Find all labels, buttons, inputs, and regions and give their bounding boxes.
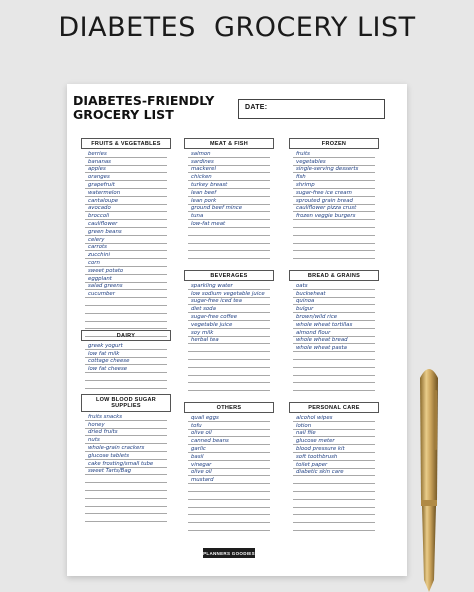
list-item: cauliflower pizza crust xyxy=(296,205,357,212)
list-line[interactable] xyxy=(188,181,270,189)
section-header: BEVERAGES xyxy=(184,270,274,281)
list-item: low fat milk xyxy=(88,350,120,357)
list-line[interactable] xyxy=(85,228,167,236)
list-line[interactable] xyxy=(293,236,375,244)
section-fruits-vegetables xyxy=(81,138,171,316)
list-item: glucose tablets xyxy=(88,452,130,459)
list-item: sweet Tarts/Bag xyxy=(88,468,132,475)
list-line[interactable] xyxy=(293,313,375,321)
list-item: blood pressure kit xyxy=(296,445,345,452)
list-line[interactable] xyxy=(85,322,167,330)
list-line[interactable] xyxy=(293,173,375,181)
list-item: bulgur xyxy=(296,306,314,313)
list-item: glucose meter xyxy=(296,438,335,445)
section-bread-grains xyxy=(289,270,379,380)
list-line[interactable] xyxy=(293,360,375,368)
section-header: BREAD & GRAINS xyxy=(289,270,379,281)
list-line[interactable] xyxy=(293,251,375,259)
list-item: watermelon xyxy=(88,189,121,196)
list-line[interactable] xyxy=(293,500,375,508)
list-item: lean pork xyxy=(191,197,217,204)
list-line[interactable] xyxy=(85,381,167,389)
list-line[interactable] xyxy=(188,500,270,508)
list-line[interactable] xyxy=(85,275,167,283)
gold-pen-image xyxy=(414,360,444,592)
list-line[interactable] xyxy=(85,212,167,220)
section-header: LOW BLOOD SUGAR SUPPLIES xyxy=(81,394,171,412)
list-line[interactable] xyxy=(85,350,167,358)
list-line[interactable] xyxy=(188,437,270,445)
list-line[interactable] xyxy=(188,228,270,236)
list-item: frozen veggie burgers xyxy=(296,213,356,220)
list-line[interactable] xyxy=(293,228,375,236)
list-line[interactable] xyxy=(188,313,270,321)
item-lines xyxy=(188,414,270,531)
list-line[interactable] xyxy=(293,150,375,158)
list-line[interactable] xyxy=(293,244,375,252)
list-line[interactable] xyxy=(293,344,375,352)
list-line[interactable] xyxy=(85,413,167,421)
list-line[interactable] xyxy=(188,197,270,205)
list-line[interactable] xyxy=(293,305,375,313)
list-line[interactable] xyxy=(188,158,270,166)
list-line[interactable] xyxy=(188,251,270,259)
list-item: sugar-free iced tea xyxy=(191,298,242,305)
item-lines xyxy=(293,282,375,391)
list-line[interactable] xyxy=(188,290,270,298)
list-item: sparkling water xyxy=(191,282,233,289)
list-item: corn xyxy=(88,259,100,266)
list-item: quail eggs xyxy=(191,414,219,421)
list-line[interactable] xyxy=(85,181,167,189)
list-line[interactable] xyxy=(85,342,167,350)
list-line[interactable] xyxy=(188,515,270,523)
list-item: fruits snacks xyxy=(88,413,123,420)
list-item: herbal tea xyxy=(191,337,219,344)
list-line[interactable] xyxy=(188,492,270,500)
list-line[interactable] xyxy=(85,150,167,158)
list-line[interactable] xyxy=(293,437,375,445)
list-line[interactable] xyxy=(85,259,167,267)
list-item: cantaloupe xyxy=(88,197,119,204)
list-item: lean beef xyxy=(191,189,217,196)
list-line[interactable] xyxy=(85,373,167,381)
item-lines xyxy=(293,150,375,259)
list-line[interactable] xyxy=(293,321,375,329)
list-item: brown/wild rice xyxy=(296,313,338,320)
list-item: cucumber xyxy=(88,291,115,298)
item-lines xyxy=(85,342,167,389)
list-line[interactable] xyxy=(293,430,375,438)
list-item: nuts xyxy=(88,437,100,444)
list-line[interactable] xyxy=(85,499,167,507)
section-header: DAIRY xyxy=(81,330,171,341)
list-line[interactable] xyxy=(188,445,270,453)
list-item: low sodium vegetable juice xyxy=(191,290,265,297)
list-line[interactable] xyxy=(85,514,167,522)
list-item: sugar-free ice cream xyxy=(296,189,352,196)
list-item: olive oil xyxy=(191,469,212,476)
list-item: vegetables xyxy=(296,158,326,165)
list-item: whole wheat tortillas xyxy=(296,321,353,328)
list-item: fish xyxy=(296,174,306,181)
sheet-title xyxy=(73,94,243,122)
list-line[interactable] xyxy=(188,150,270,158)
list-item: apples xyxy=(88,166,106,173)
list-line[interactable] xyxy=(293,492,375,500)
list-item: buckwheat xyxy=(296,290,326,297)
list-line[interactable] xyxy=(293,414,375,422)
list-item: honey xyxy=(88,421,105,428)
list-line[interactable] xyxy=(85,244,167,252)
list-line[interactable] xyxy=(188,508,270,516)
list-line[interactable] xyxy=(293,469,375,477)
item-lines xyxy=(293,414,375,531)
list-item: whole wheat bread xyxy=(296,337,348,344)
list-line[interactable] xyxy=(85,298,167,306)
list-item: sweet potato xyxy=(88,267,124,274)
list-line[interactable] xyxy=(188,305,270,313)
page-headline: DIABETES GROCERY LIST xyxy=(58,12,416,43)
list-line[interactable] xyxy=(85,189,167,197)
list-line[interactable] xyxy=(188,523,270,531)
list-line[interactable] xyxy=(85,314,167,322)
list-line[interactable] xyxy=(85,475,167,483)
section-header: OTHERS xyxy=(184,402,274,413)
list-item: alcohol wipes xyxy=(296,414,333,421)
item-lines xyxy=(188,150,270,259)
date-field[interactable] xyxy=(238,99,385,119)
list-item: toilet paper xyxy=(296,461,328,468)
list-line[interactable] xyxy=(293,368,375,376)
list-item: vinegar xyxy=(191,461,212,468)
list-item: grapefruit xyxy=(88,181,115,188)
list-line[interactable] xyxy=(188,461,270,469)
list-line[interactable] xyxy=(293,220,375,228)
list-item: salad greens xyxy=(88,283,123,290)
list-line[interactable] xyxy=(188,173,270,181)
list-item: mackerel xyxy=(191,166,216,173)
list-line[interactable] xyxy=(293,453,375,461)
list-line[interactable] xyxy=(85,436,167,444)
list-line[interactable] xyxy=(293,212,375,220)
list-line[interactable] xyxy=(293,282,375,290)
list-item: broccoli xyxy=(88,213,110,220)
section-personal-care xyxy=(289,402,379,528)
section-others xyxy=(184,402,274,528)
list-line[interactable] xyxy=(85,197,167,205)
list-item: olive oil xyxy=(191,430,212,437)
list-line[interactable] xyxy=(188,321,270,329)
list-line[interactable] xyxy=(293,166,375,174)
list-line[interactable] xyxy=(188,430,270,438)
list-line[interactable] xyxy=(188,244,270,252)
section-low-blood-sugar xyxy=(81,394,171,528)
list-line[interactable] xyxy=(85,444,167,452)
list-line[interactable] xyxy=(85,290,167,298)
list-item: vegetable juice xyxy=(191,321,233,328)
list-line[interactable] xyxy=(85,251,167,259)
list-line[interactable] xyxy=(85,236,167,244)
list-line[interactable] xyxy=(293,523,375,531)
list-line[interactable] xyxy=(293,329,375,337)
list-item: eggplant xyxy=(88,275,112,282)
list-line[interactable] xyxy=(188,329,270,337)
list-line[interactable] xyxy=(293,189,375,197)
list-item: celery xyxy=(88,236,105,243)
section-header: FRUITS & VEGETABLES xyxy=(81,138,171,149)
list-item: oranges xyxy=(88,174,110,181)
list-line[interactable] xyxy=(85,283,167,291)
list-item: whole-grain crackers xyxy=(88,444,145,451)
list-item: canned beans xyxy=(191,438,229,445)
list-line[interactable] xyxy=(188,189,270,197)
list-item: low fat cheese xyxy=(88,366,128,373)
list-item: nail file xyxy=(296,430,316,437)
list-line[interactable] xyxy=(188,212,270,220)
list-line[interactable] xyxy=(85,158,167,166)
list-line[interactable] xyxy=(188,282,270,290)
list-line[interactable] xyxy=(85,306,167,314)
brand-logo: PLANNERS GOODIES xyxy=(203,548,255,558)
list-line[interactable] xyxy=(293,158,375,166)
list-item: avocado xyxy=(88,205,111,212)
list-item: sprouted grain bread xyxy=(296,197,353,204)
list-item: shrimp xyxy=(296,181,315,188)
list-line[interactable] xyxy=(85,365,167,373)
list-line[interactable] xyxy=(188,476,270,484)
list-item: basil xyxy=(191,453,204,460)
list-line[interactable] xyxy=(85,491,167,499)
list-item: cake frosting/small tube xyxy=(88,460,154,467)
list-line[interactable] xyxy=(188,383,270,391)
list-item: soy milk xyxy=(191,329,214,336)
list-line[interactable] xyxy=(293,508,375,516)
list-item: mustard xyxy=(191,477,214,484)
list-item: sugar-free coffee xyxy=(191,313,238,320)
section-meat-fish xyxy=(184,138,274,258)
list-item: diabetic skin care xyxy=(296,469,344,476)
list-line[interactable] xyxy=(293,476,375,484)
list-line[interactable] xyxy=(85,483,167,491)
list-line[interactable] xyxy=(188,166,270,174)
list-item: lotion xyxy=(296,422,312,429)
list-line[interactable] xyxy=(293,181,375,189)
list-line[interactable] xyxy=(85,460,167,468)
list-line[interactable] xyxy=(188,205,270,213)
list-item: chicken xyxy=(191,174,212,181)
list-line[interactable] xyxy=(85,429,167,437)
list-item: tuna xyxy=(191,213,204,220)
planner-sheet xyxy=(67,84,407,576)
list-line[interactable] xyxy=(293,383,375,391)
list-item: quinoa xyxy=(296,298,315,305)
list-line[interactable] xyxy=(85,421,167,429)
list-line[interactable] xyxy=(188,422,270,430)
list-line[interactable] xyxy=(293,445,375,453)
list-item: whole wheat pasta xyxy=(296,345,347,352)
list-item: single-serving desserts xyxy=(296,166,359,173)
list-line[interactable] xyxy=(293,484,375,492)
list-line[interactable] xyxy=(188,236,270,244)
list-item: fruits xyxy=(296,150,310,157)
list-item: cauliflower xyxy=(88,220,118,227)
list-line[interactable] xyxy=(188,453,270,461)
list-item: greek yogurt xyxy=(88,342,123,349)
item-lines xyxy=(85,150,167,337)
list-line[interactable] xyxy=(293,515,375,523)
sheet-title-line1: DIABETES-FRIENDLY xyxy=(73,93,215,108)
list-line[interactable] xyxy=(188,469,270,477)
list-item: cottage cheese xyxy=(88,358,130,365)
list-line[interactable] xyxy=(85,205,167,213)
list-item: sardines xyxy=(191,158,214,165)
list-item: soft toothbrush xyxy=(296,453,338,460)
list-line[interactable] xyxy=(293,197,375,205)
sheet-title-line2: GROCERY LIST xyxy=(73,107,174,122)
date-label: DATE: xyxy=(245,104,268,111)
list-line[interactable] xyxy=(85,173,167,181)
list-line[interactable] xyxy=(293,298,375,306)
list-line[interactable] xyxy=(293,461,375,469)
list-item: bananas xyxy=(88,158,111,165)
list-line[interactable] xyxy=(188,368,270,376)
list-item: tofu xyxy=(191,422,202,429)
list-line[interactable] xyxy=(188,352,270,360)
list-line[interactable] xyxy=(85,267,167,275)
list-item: turkey breast xyxy=(191,181,228,188)
item-lines xyxy=(85,413,167,522)
list-item: salmon xyxy=(191,150,211,157)
list-item: almond flour xyxy=(296,329,331,336)
list-line[interactable] xyxy=(85,358,167,366)
list-item: berries xyxy=(88,150,107,157)
list-item: garlic xyxy=(191,445,206,452)
list-line[interactable] xyxy=(188,344,270,352)
list-line[interactable] xyxy=(85,452,167,460)
list-item: dried fruits xyxy=(88,429,118,436)
list-line[interactable] xyxy=(188,220,270,228)
list-line[interactable] xyxy=(293,337,375,345)
list-line[interactable] xyxy=(293,290,375,298)
list-item: green beans xyxy=(88,228,122,235)
list-line[interactable] xyxy=(188,298,270,306)
list-line[interactable] xyxy=(188,337,270,345)
section-header: FROZEN xyxy=(289,138,379,149)
list-line[interactable] xyxy=(188,414,270,422)
list-line[interactable] xyxy=(85,166,167,174)
list-item: ground beef mince xyxy=(191,205,243,212)
list-item: carrots xyxy=(88,244,107,251)
list-line[interactable] xyxy=(188,484,270,492)
list-line[interactable] xyxy=(293,352,375,360)
section-dairy xyxy=(81,330,171,388)
list-line[interactable] xyxy=(188,360,270,368)
list-item: low-fat meat xyxy=(191,220,226,227)
list-item: oats xyxy=(296,282,308,289)
section-frozen xyxy=(289,138,379,258)
list-line[interactable] xyxy=(85,468,167,476)
list-item: diet soda xyxy=(191,306,216,313)
list-line[interactable] xyxy=(293,205,375,213)
list-item: zucchini xyxy=(88,252,111,259)
list-line[interactable] xyxy=(293,376,375,384)
list-line[interactable] xyxy=(85,507,167,515)
list-line[interactable] xyxy=(85,220,167,228)
list-line[interactable] xyxy=(293,422,375,430)
section-header: MEAT & FISH xyxy=(184,138,274,149)
section-beverages xyxy=(184,270,274,380)
list-line[interactable] xyxy=(188,376,270,384)
item-lines xyxy=(188,282,270,391)
section-header: PERSONAL CARE xyxy=(289,402,379,413)
